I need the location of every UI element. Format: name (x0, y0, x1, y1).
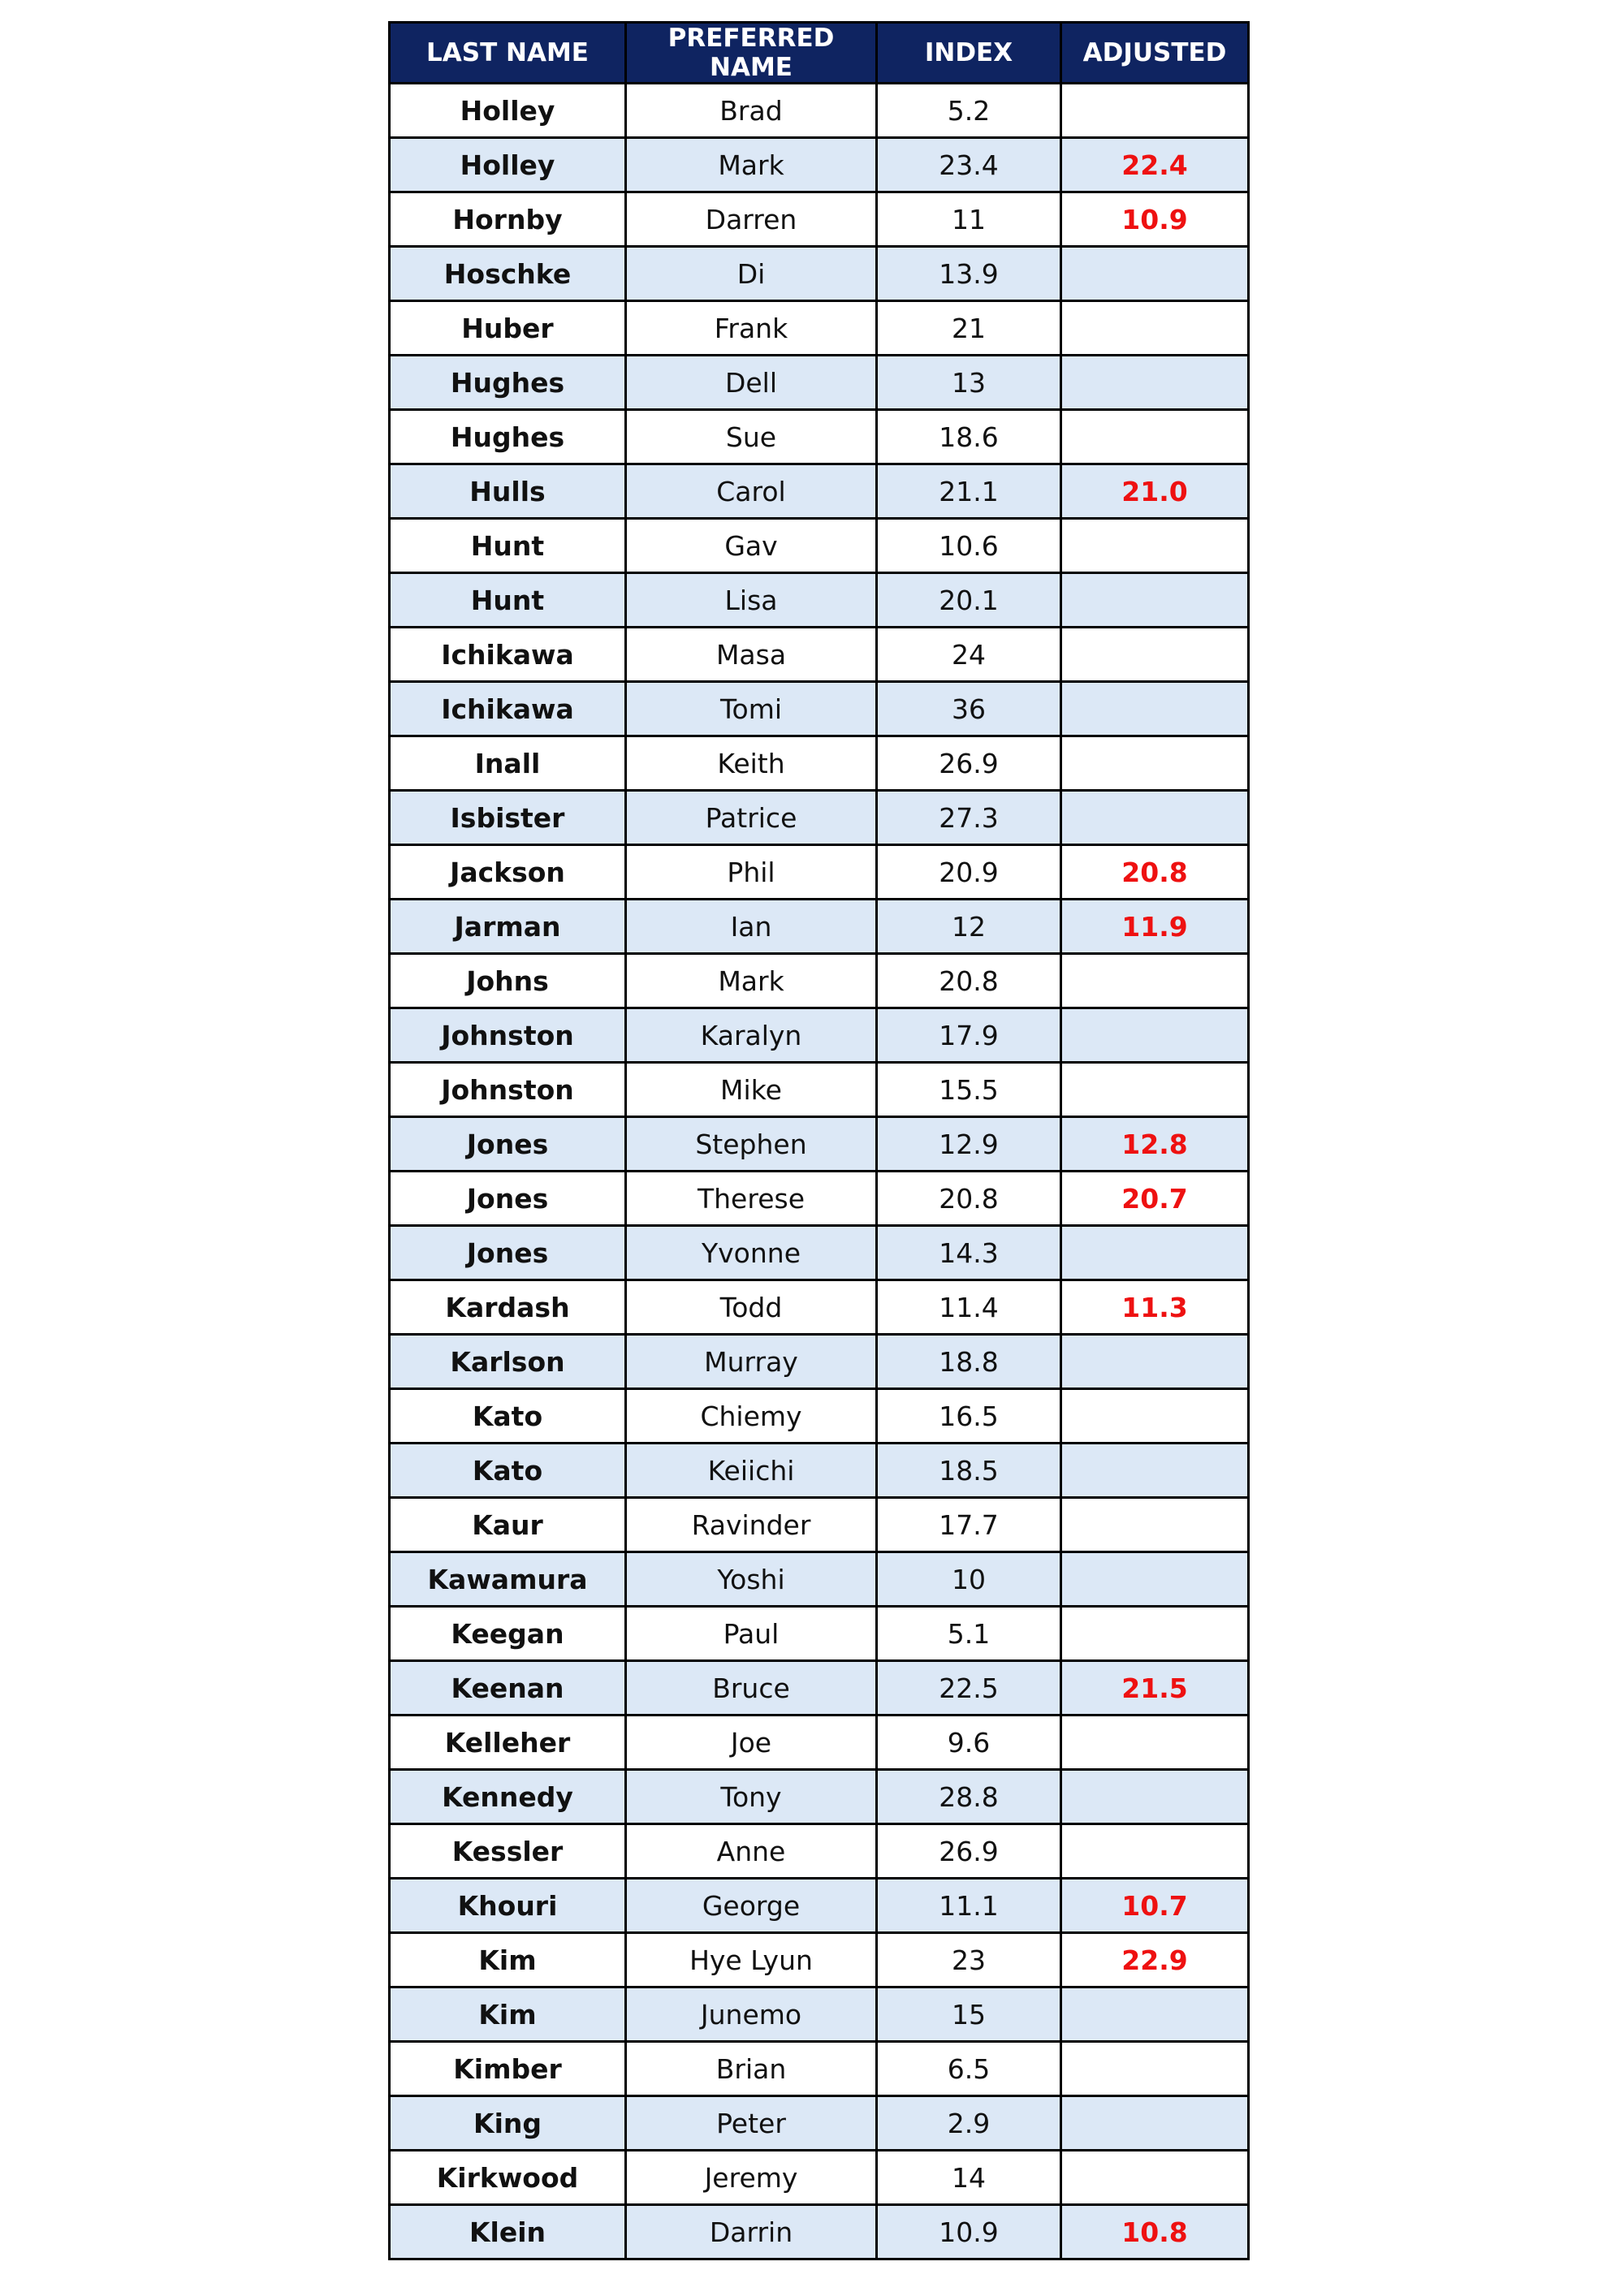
preferred-name-cell: Keiichi (626, 1444, 877, 1498)
preferred-name-cell: Anne (626, 1824, 877, 1879)
adjusted-cell (1061, 1335, 1249, 1389)
preferred-name-cell: Darren (626, 192, 877, 247)
adjusted-cell (1061, 628, 1249, 682)
preferred-name-cell: Paul (626, 1607, 877, 1661)
preferred-name-cell: Gav (626, 519, 877, 573)
index-cell: 18.8 (877, 1335, 1061, 1389)
table-row (390, 573, 1249, 628)
header-preferred-name: PREFERRED NAME (626, 23, 877, 84)
index-cell: 23 (877, 1933, 1061, 1987)
table-row (390, 2042, 1249, 2096)
last-name-cell: Kelleher (390, 1716, 626, 1770)
preferred-name-cell: Phil (626, 845, 877, 900)
index-cell: 21.1 (877, 464, 1061, 519)
index-cell: 13.9 (877, 247, 1061, 301)
preferred-name-cell: Patrice (626, 791, 877, 845)
table-row (390, 1280, 1249, 1335)
table-row (390, 2151, 1249, 2205)
preferred-name-cell: Mike (626, 1063, 877, 1117)
preferred-name-cell: Keith (626, 736, 877, 791)
preferred-name-cell: Murray (626, 1335, 877, 1389)
last-name-cell: Hornby (390, 192, 626, 247)
adjusted-cell (1061, 1770, 1249, 1824)
index-cell: 12.9 (877, 1117, 1061, 1172)
preferred-name-cell: Yvonne (626, 1226, 877, 1280)
index-cell: 26.9 (877, 1824, 1061, 1879)
index-cell: 20.8 (877, 1172, 1061, 1226)
index-cell: 11.1 (877, 1879, 1061, 1933)
preferred-name-cell: Brad (626, 84, 877, 138)
table-row (390, 1498, 1249, 1552)
last-name-cell: Hulls (390, 464, 626, 519)
table-row (390, 1444, 1249, 1498)
adjusted-cell (1061, 519, 1249, 573)
table-row (390, 1552, 1249, 1607)
table-row (390, 410, 1249, 464)
index-cell: 23.4 (877, 138, 1061, 192)
index-cell: 27.3 (877, 791, 1061, 845)
table-row (390, 1933, 1249, 1987)
adjusted-cell (1061, 1389, 1249, 1444)
adjusted-cell (1061, 84, 1249, 138)
last-name-cell: Jarman (390, 900, 626, 954)
adjusted-cell: 21.5 (1061, 1661, 1249, 1716)
last-name-cell: Kato (390, 1389, 626, 1444)
index-cell: 11.4 (877, 1280, 1061, 1335)
adjusted-cell (1061, 1008, 1249, 1063)
adjusted-cell: 10.7 (1061, 1879, 1249, 1933)
table-row (390, 900, 1249, 954)
index-cell: 10.9 (877, 2205, 1061, 2259)
adjusted-cell: 22.4 (1061, 138, 1249, 192)
last-name-cell: Holley (390, 84, 626, 138)
table-row (390, 845, 1249, 900)
adjusted-cell (1061, 573, 1249, 628)
last-name-cell: Kim (390, 1933, 626, 1987)
preferred-name-cell: Bruce (626, 1661, 877, 1716)
preferred-name-cell: Stephen (626, 1117, 877, 1172)
last-name-cell: Holley (390, 138, 626, 192)
index-cell: 13 (877, 356, 1061, 410)
adjusted-cell (1061, 1444, 1249, 1498)
index-cell: 18.6 (877, 410, 1061, 464)
table-row (390, 1172, 1249, 1226)
header-adjusted: ADJUSTED (1061, 23, 1249, 84)
roster-body (390, 84, 1249, 2259)
adjusted-cell (1061, 1824, 1249, 1879)
adjusted-cell: 11.3 (1061, 1280, 1249, 1335)
adjusted-cell: 21.0 (1061, 464, 1249, 519)
last-name-cell: Kimber (390, 2042, 626, 2096)
table-row (390, 1226, 1249, 1280)
preferred-name-cell: Peter (626, 2096, 877, 2151)
preferred-name-cell: Ravinder (626, 1498, 877, 1552)
adjusted-cell: 10.8 (1061, 2205, 1249, 2259)
index-cell: 5.2 (877, 84, 1061, 138)
table-row (390, 954, 1249, 1008)
last-name-cell: Kardash (390, 1280, 626, 1335)
table-row (390, 628, 1249, 682)
preferred-name-cell: Karalyn (626, 1008, 877, 1063)
table-row (390, 519, 1249, 573)
preferred-name-cell: Masa (626, 628, 877, 682)
table-row (390, 1607, 1249, 1661)
last-name-cell: Johnston (390, 1008, 626, 1063)
preferred-name-cell: Jeremy (626, 2151, 877, 2205)
table-row (390, 1987, 1249, 2042)
adjusted-cell (1061, 1063, 1249, 1117)
table-row (390, 1335, 1249, 1389)
adjusted-cell (1061, 1607, 1249, 1661)
index-cell: 24 (877, 628, 1061, 682)
table-row (390, 682, 1249, 736)
table-row (390, 2096, 1249, 2151)
preferred-name-cell: Joe (626, 1716, 877, 1770)
last-name-cell: Kaur (390, 1498, 626, 1552)
adjusted-cell (1061, 682, 1249, 736)
index-cell: 6.5 (877, 2042, 1061, 2096)
last-name-cell: Jackson (390, 845, 626, 900)
last-name-cell: Isbister (390, 791, 626, 845)
table-row (390, 1063, 1249, 1117)
adjusted-cell: 10.9 (1061, 192, 1249, 247)
preferred-name-cell: Mark (626, 138, 877, 192)
index-cell: 17.9 (877, 1008, 1061, 1063)
preferred-name-cell: Lisa (626, 573, 877, 628)
adjusted-cell (1061, 1716, 1249, 1770)
table-row (390, 356, 1249, 410)
index-cell: 10.6 (877, 519, 1061, 573)
index-cell: 21 (877, 301, 1061, 356)
preferred-name-cell: Ian (626, 900, 877, 954)
index-cell: 22.5 (877, 1661, 1061, 1716)
adjusted-cell (1061, 247, 1249, 301)
adjusted-cell (1061, 2042, 1249, 2096)
last-name-cell: Johns (390, 954, 626, 1008)
adjusted-cell (1061, 301, 1249, 356)
index-cell: 15 (877, 1987, 1061, 2042)
index-cell: 18.5 (877, 1444, 1061, 1498)
preferred-name-cell: Di (626, 247, 877, 301)
preferred-name-cell: George (626, 1879, 877, 1933)
index-cell: 5.1 (877, 1607, 1061, 1661)
table-row (390, 1716, 1249, 1770)
preferred-name-cell: Chiemy (626, 1389, 877, 1444)
last-name-cell: Inall (390, 736, 626, 791)
table-row (390, 247, 1249, 301)
roster-table (388, 21, 1250, 2260)
adjusted-cell (1061, 954, 1249, 1008)
last-name-cell: Kennedy (390, 1770, 626, 1824)
last-name-cell: Hoschke (390, 247, 626, 301)
last-name-cell: Hunt (390, 573, 626, 628)
preferred-name-cell: Sue (626, 410, 877, 464)
last-name-cell: Ichikawa (390, 682, 626, 736)
adjusted-cell: 11.9 (1061, 900, 1249, 954)
last-name-cell: Hughes (390, 410, 626, 464)
adjusted-cell (1061, 2151, 1249, 2205)
last-name-cell: Keenan (390, 1661, 626, 1716)
index-cell: 10 (877, 1552, 1061, 1607)
preferred-name-cell: Tony (626, 1770, 877, 1824)
index-cell: 20.1 (877, 573, 1061, 628)
table-row (390, 1389, 1249, 1444)
table-row (390, 736, 1249, 791)
last-name-cell: Jones (390, 1172, 626, 1226)
index-cell: 20.9 (877, 845, 1061, 900)
table-row (390, 1117, 1249, 1172)
last-name-cell: Kato (390, 1444, 626, 1498)
preferred-name-cell: Tomi (626, 682, 877, 736)
last-name-cell: Kawamura (390, 1552, 626, 1607)
index-cell: 15.5 (877, 1063, 1061, 1117)
table-row (390, 192, 1249, 247)
table-row (390, 1770, 1249, 1824)
table-row (390, 464, 1249, 519)
index-cell: 14 (877, 2151, 1061, 2205)
index-cell: 36 (877, 682, 1061, 736)
index-cell: 17.7 (877, 1498, 1061, 1552)
preferred-name-cell: Therese (626, 1172, 877, 1226)
index-cell: 26.9 (877, 736, 1061, 791)
last-name-cell: Jones (390, 1226, 626, 1280)
last-name-cell: Hunt (390, 519, 626, 573)
last-name-cell: Huber (390, 301, 626, 356)
last-name-cell: Karlson (390, 1335, 626, 1389)
adjusted-cell (1061, 1498, 1249, 1552)
preferred-name-cell: Darrin (626, 2205, 877, 2259)
header-index: INDEX (877, 23, 1061, 84)
preferred-name-cell: Dell (626, 356, 877, 410)
last-name-cell: Johnston (390, 1063, 626, 1117)
table-row (390, 2205, 1249, 2259)
table-row (390, 791, 1249, 845)
last-name-cell: King (390, 2096, 626, 2151)
preferred-name-cell: Yoshi (626, 1552, 877, 1607)
index-cell: 14.3 (877, 1226, 1061, 1280)
preferred-name-cell: Frank (626, 301, 877, 356)
preferred-name-cell: Brian (626, 2042, 877, 2096)
preferred-name-cell: Junemo (626, 1987, 877, 2042)
roster-sheet (388, 21, 1247, 2260)
last-name-cell: Kessler (390, 1824, 626, 1879)
table-row (390, 138, 1249, 192)
last-name-cell: Keegan (390, 1607, 626, 1661)
last-name-cell: Kim (390, 1987, 626, 2042)
table-row (390, 1879, 1249, 1933)
adjusted-cell (1061, 1226, 1249, 1280)
adjusted-cell: 22.9 (1061, 1933, 1249, 1987)
adjusted-cell (1061, 1552, 1249, 1607)
adjusted-cell: 20.8 (1061, 845, 1249, 900)
preferred-name-cell: Carol (626, 464, 877, 519)
adjusted-cell: 12.8 (1061, 1117, 1249, 1172)
index-cell: 16.5 (877, 1389, 1061, 1444)
adjusted-cell (1061, 356, 1249, 410)
adjusted-cell: 20.7 (1061, 1172, 1249, 1226)
table-row (390, 301, 1249, 356)
index-cell: 28.8 (877, 1770, 1061, 1824)
last-name-cell: Klein (390, 2205, 626, 2259)
index-cell: 12 (877, 900, 1061, 954)
preferred-name-cell: Hye Lyun (626, 1933, 877, 1987)
index-cell: 2.9 (877, 2096, 1061, 2151)
table-row (390, 1008, 1249, 1063)
last-name-cell: Ichikawa (390, 628, 626, 682)
last-name-cell: Kirkwood (390, 2151, 626, 2205)
table-row (390, 84, 1249, 138)
last-name-cell: Hughes (390, 356, 626, 410)
table-row (390, 1824, 1249, 1879)
last-name-cell: Khouri (390, 1879, 626, 1933)
index-cell: 9.6 (877, 1716, 1061, 1770)
header-last-name: LAST NAME (390, 23, 626, 84)
index-cell: 20.8 (877, 954, 1061, 1008)
adjusted-cell (1061, 2096, 1249, 2151)
preferred-name-cell: Mark (626, 954, 877, 1008)
last-name-cell: Jones (390, 1117, 626, 1172)
header-row (390, 23, 1249, 84)
adjusted-cell (1061, 410, 1249, 464)
adjusted-cell (1061, 791, 1249, 845)
preferred-name-cell: Todd (626, 1280, 877, 1335)
table-row (390, 1661, 1249, 1716)
adjusted-cell (1061, 1987, 1249, 2042)
adjusted-cell (1061, 736, 1249, 791)
index-cell: 11 (877, 192, 1061, 247)
